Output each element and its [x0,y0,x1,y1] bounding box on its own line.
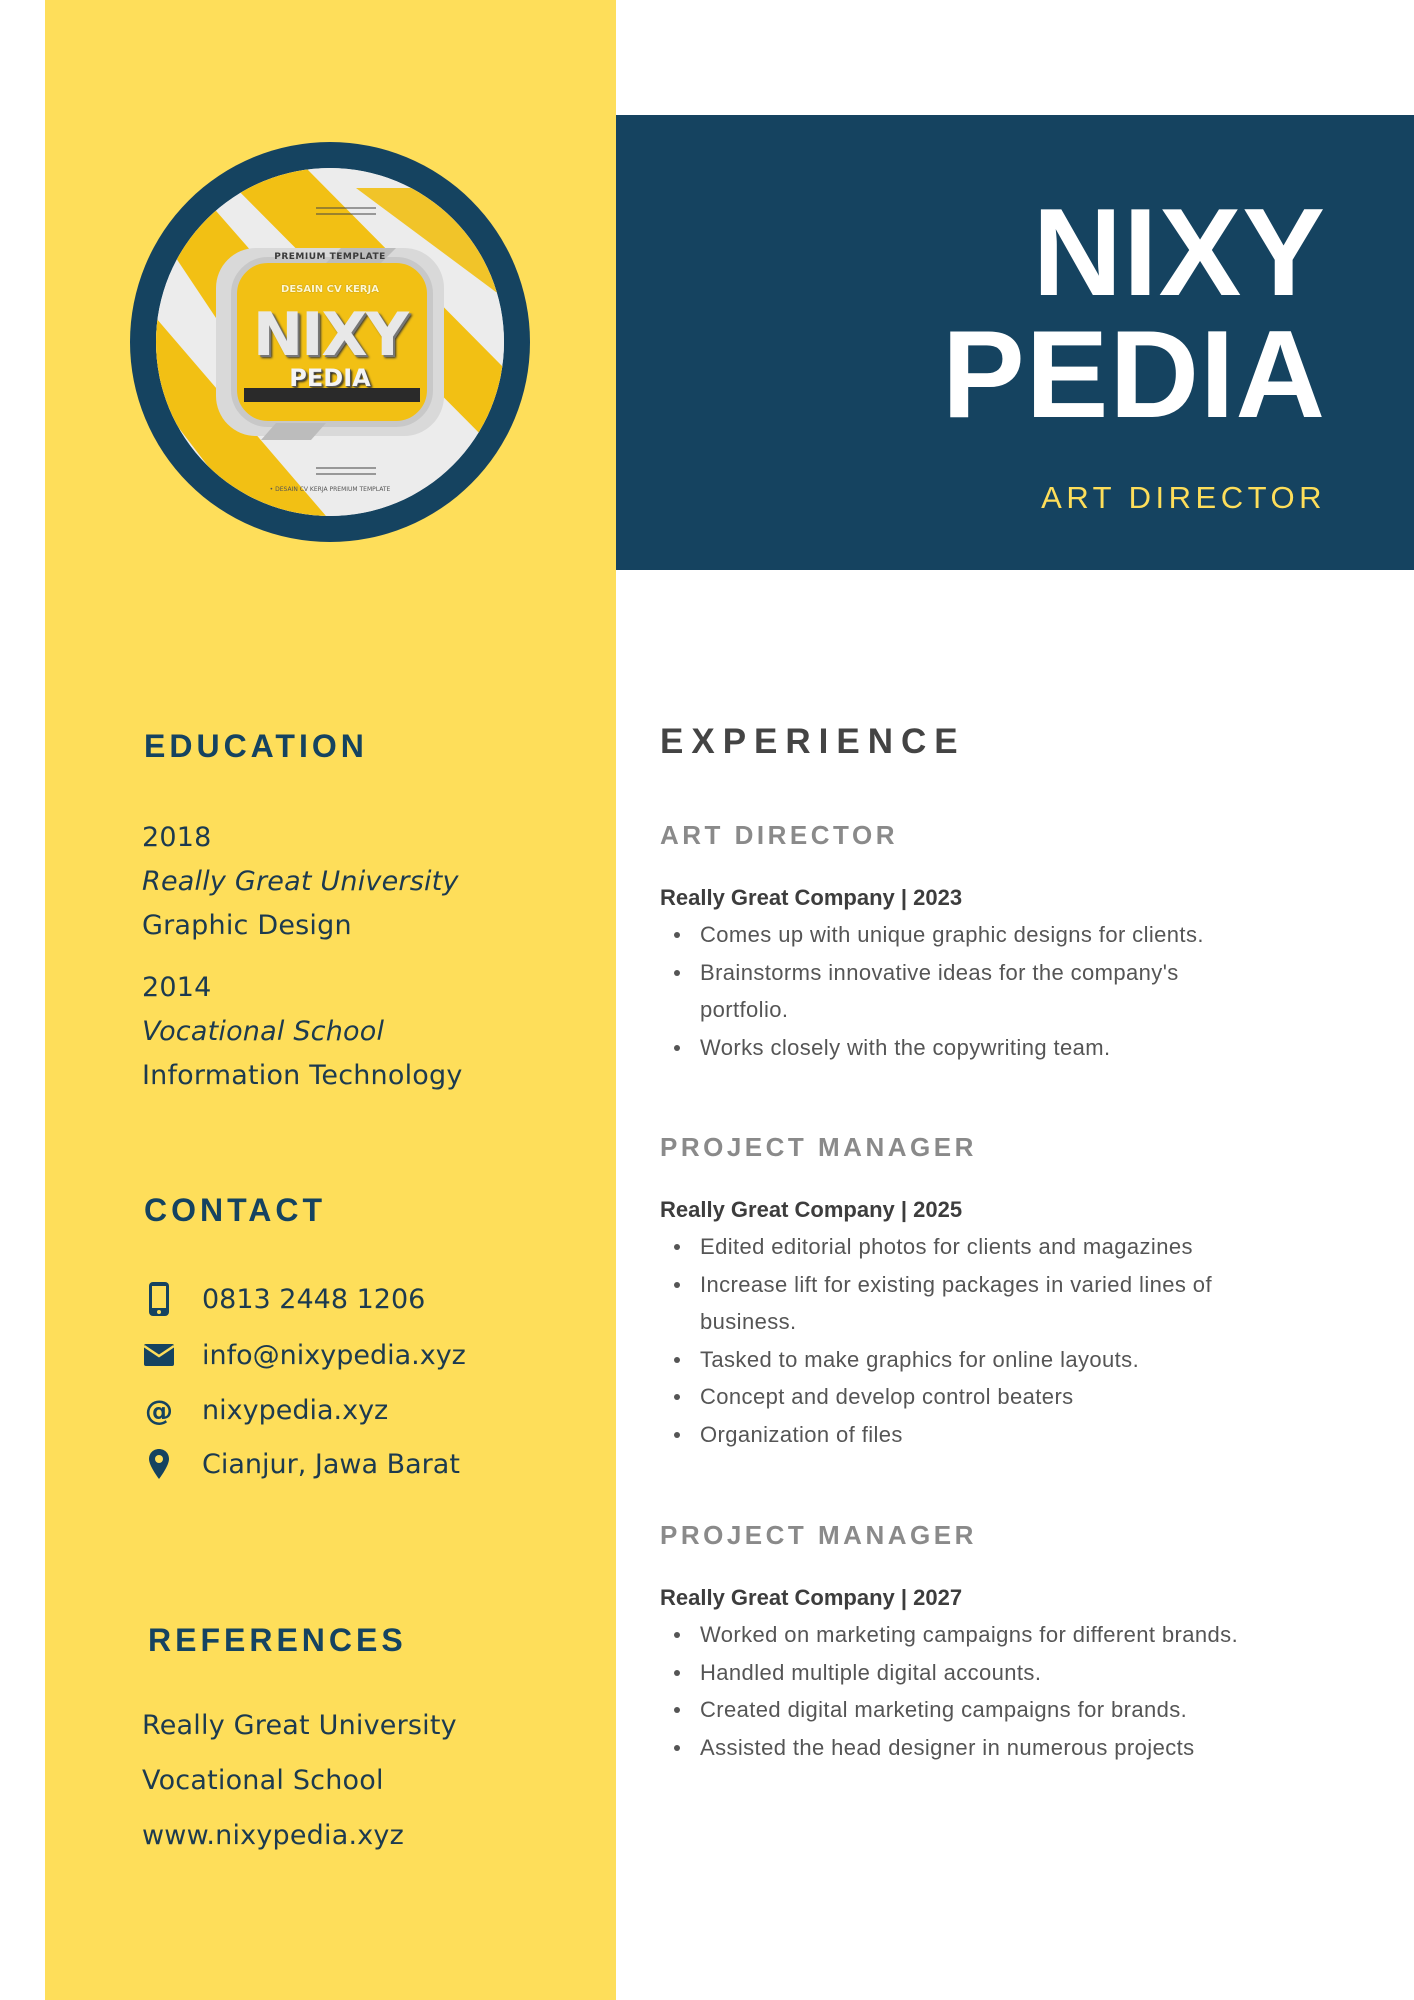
education-year: 2018 [142,822,212,853]
education-heading: EDUCATION [144,728,368,764]
role-title: ART DIRECTOR [1041,480,1326,515]
website-handle[interactable]: nixypedia.xyz [202,1394,389,1426]
job-bullet: Brainstorms innovative ideas for the company's portfolio. [660,954,1260,1029]
job-bullet: Assisted the head designer in numerous projects [660,1729,1360,1767]
job-bullet: Concept and develop control beaters [660,1378,1360,1416]
job-bullet: Created digital marketing campaigns for brands. [660,1691,1360,1729]
contact-location [142,1444,460,1484]
job-title: PROJECT MANAGER [660,1520,977,1550]
job-entry [660,1520,1360,1766]
logo-image [156,168,504,516]
job-bullets [660,916,1360,1066]
at-icon: @ [145,1393,173,1427]
reference-item: Really Great University [142,1710,457,1741]
job-company: Really Great Company | 2027 [660,1585,963,1610]
name-line-2: PEDIA [942,306,1326,444]
references-heading: REFERENCES [148,1622,407,1658]
job-bullet: Comes up with unique graphic designs for clients. [660,916,1360,954]
job-bullet: Handled multiple digital accounts. [660,1654,1360,1692]
phone-number[interactable]: 0813 2448 1206 [202,1283,426,1315]
page-title [942,184,1326,444]
job-bullet: Worked on marketing campaigns for different brands. [660,1616,1360,1654]
reference-item[interactable]: www.nixypedia.xyz [142,1820,404,1851]
job-bullets [660,1616,1360,1766]
job-bullet: Tasked to make graphics for online layouts. [660,1341,1360,1379]
job-title: ART DIRECTOR [660,820,898,850]
logo-desain-label: DESAIN CV KERJA [281,284,379,295]
contact-phone [142,1279,426,1319]
job-company: Really Great Company | 2025 [660,1197,963,1222]
logo-footer-label: • DESAIN CV KERJA PREMIUM TEMPLATE [269,486,391,493]
logo-word-nixy: NIXY [252,300,408,370]
job-bullet: Works closely with the copywriting team. [660,1029,1360,1067]
experience-heading: EXPERIENCE [660,722,966,761]
logo-word-pedia: PEDIA [289,364,371,392]
job-title: PROJECT MANAGER [660,1132,977,1162]
logo-premium-label: PREMIUM TEMPLATE [274,252,386,262]
phone-icon [142,1281,176,1317]
contact-email [142,1335,466,1375]
job-entry [660,1132,1360,1453]
job-bullet: Edited editorial photos for clients and magazines [660,1228,1360,1266]
name-line-1: NIXY [1032,184,1326,322]
location-pin-icon [142,1446,176,1482]
job-entry [660,820,1360,1066]
education-school: Vocational School [142,1016,385,1047]
education-year: 2014 [142,972,212,1003]
email-icon [142,1337,176,1373]
job-company: Really Great Company | 2023 [660,885,963,910]
education-field: Information Technology [142,1060,463,1091]
reference-item: Vocational School [142,1765,384,1796]
education-school: Really Great University [142,866,459,897]
job-bullet: Organization of files [660,1416,1360,1454]
location-text: Cianjur, Jawa Barat [202,1448,460,1480]
email-address[interactable]: info@nixypedia.xyz [202,1339,466,1371]
job-bullet: Increase lift for existing packages in varied lines of business. [660,1266,1300,1341]
contact-heading: CONTACT [144,1192,327,1228]
education-field: Graphic Design [142,910,352,941]
profile-logo [130,142,530,542]
contact-website [142,1390,389,1430]
job-bullets [660,1228,1360,1453]
